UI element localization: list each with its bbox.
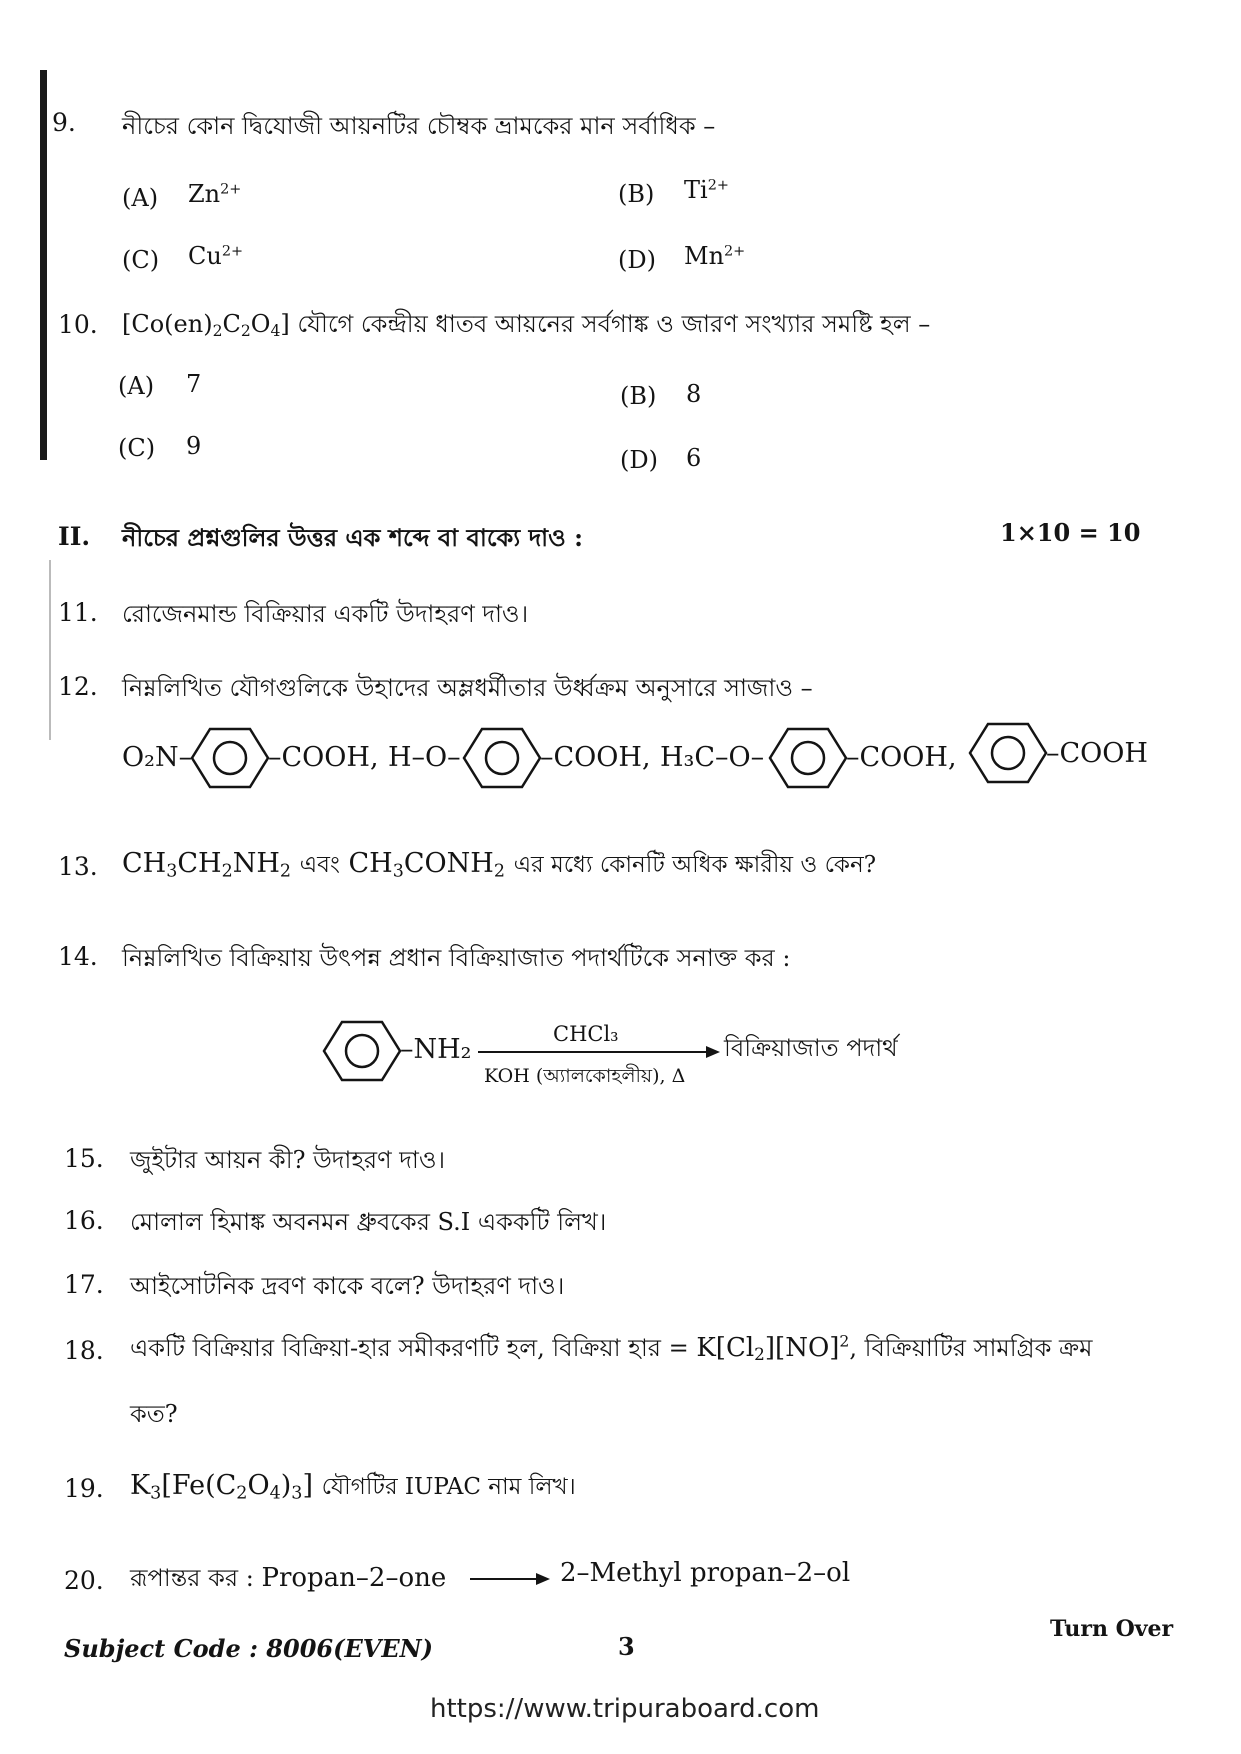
turn-over-label: Turn Over xyxy=(1050,1616,1174,1642)
compound-1-prefix: O₂N– xyxy=(122,742,193,773)
compound-4-suffix: –COOH xyxy=(1046,738,1148,769)
question-text: রোজেনমান্ড বিক্রিয়ার একটি উদাহরণ দাও। xyxy=(122,600,529,628)
question-number: 20. xyxy=(64,1566,104,1595)
question-text: জুইটার আয়ন কী? উদাহরণ দাও। xyxy=(130,1146,446,1174)
option-label: (C) xyxy=(122,246,160,274)
question-number: 17. xyxy=(64,1270,104,1299)
conversion-target: 2–Methyl propan–2–ol xyxy=(560,1558,851,1588)
question-number: 16. xyxy=(64,1206,104,1235)
option-label: (B) xyxy=(620,382,657,410)
question-number: 18. xyxy=(64,1336,104,1365)
question-number: 12. xyxy=(58,672,98,701)
option-value: 7 xyxy=(186,370,202,398)
question-number: 13. xyxy=(58,852,98,881)
benzene-ring-icon xyxy=(322,1018,402,1084)
compound-3-suffix: –COOH, xyxy=(846,742,957,773)
compound-2-prefix: H–O– xyxy=(388,742,461,773)
question-number: 11. xyxy=(58,598,98,627)
question-number: 15. xyxy=(64,1144,104,1173)
question-text: নীচের কোন দ্বিযোজী আয়নটির চৌম্বক ভ্রামকের মান সর্বাধিক – xyxy=(122,112,716,140)
question-text: $K_3[Fe(C_2O_4)_3]$ যৌগটির IUPAC নাম লিখ। xyxy=(130,1470,576,1504)
watermark-url: https://www.tripuraboard.com xyxy=(430,1694,820,1724)
question-text: আইসোটনিক দ্রবণ কাকে বলে? উদাহরণ দাও। xyxy=(130,1272,565,1300)
question-number: 14. xyxy=(58,942,98,971)
section-number: II. xyxy=(58,522,91,551)
compound-2-suffix: –COOH, xyxy=(540,742,651,773)
question-text: নিম্নলিখিত যৌগগুলিকে উহাদের অম্লধর্মীতার উর্ধ্বক্রম অনুসারে সাজাও – xyxy=(122,674,813,702)
option-label: (A) xyxy=(122,184,159,212)
subject-code: Subject Code : 8006(EVEN) xyxy=(64,1634,433,1663)
question-text: $CH_3CH_2NH_2$ এবং $CH_3CONH_2$ এর মধ্যে কোনটি অধিক ক্ষারীয় ও কেন? xyxy=(122,848,877,882)
option-label: (A) xyxy=(118,372,155,400)
benzene-ring-icon xyxy=(462,725,542,791)
reaction-arrow-icon xyxy=(478,1044,720,1060)
question-text: একটি বিক্রিয়ার বিক্রিয়া-হার সমীকরণটি হল, বিক্রিয়া হার = $K[Cl_2][NO]^2$, বিক্রিয়াটির সামগ্রিক ক্রম xyxy=(130,1332,1093,1365)
option-label: (B) xyxy=(618,180,655,208)
question-text: নিম্নলিখিত বিক্রিয়ায় উৎপন্ন প্রধান বিক্রিয়াজাত পদার্থটিকে সনাক্ত কর : xyxy=(122,944,791,972)
option-value: $Zn^{2+}$ xyxy=(188,180,242,208)
question-text: রূপান্তর কর : Propan–2–one xyxy=(130,1563,447,1593)
conversion-arrow-icon xyxy=(470,1572,550,1586)
page-number: 3 xyxy=(618,1632,635,1661)
benzene-ring-icon xyxy=(768,725,848,791)
option-label: (C) xyxy=(118,434,156,462)
question-text: মোলাল হিমাঙ্ক অবনমন ধ্রুবকের S.I এককটি লিখ। xyxy=(130,1208,607,1236)
benzene-ring-icon xyxy=(190,725,270,791)
reaction-product: বিক্রিয়াজাত পদার্থ xyxy=(724,1034,898,1062)
option-value: 9 xyxy=(186,432,202,460)
question-number: 10. xyxy=(58,310,98,339)
compound-3-prefix: H₃C–O– xyxy=(660,742,765,773)
scan-binding-edge-faint xyxy=(49,560,51,740)
section-instruction: নীচের প্রশ্নগুলির উত্তর এক শব্দে বা বাক্যে দাও : xyxy=(122,523,584,552)
option-value: $Mn^{2+}$ xyxy=(684,242,746,270)
option-value: 6 xyxy=(686,444,702,472)
reagent-top: CHCl₃ xyxy=(553,1022,619,1046)
scan-binding-edge xyxy=(40,70,47,460)
section-marks: 1×10 = 10 xyxy=(1000,518,1141,547)
question-text-continued: কত? xyxy=(130,1400,178,1428)
question-number: 9. xyxy=(52,108,76,137)
option-label: (D) xyxy=(618,246,656,274)
reactant-group: –NH₂ xyxy=(400,1034,472,1065)
option-value: $Ti^{2+}$ xyxy=(684,176,729,204)
reagent-bottom: KOH (অ্যালকোহলীয়), Δ xyxy=(484,1065,686,1087)
question-text: $[Co(en)_2C_2O_4]$ যৌগে কেন্দ্রীয় ধাতব আয়নের সর্বগাঙ্ক ও জারণ সংখ্যার সমষ্টি হল – xyxy=(122,310,931,340)
option-value: $Cu^{2+}$ xyxy=(188,242,244,270)
question-number: 19. xyxy=(64,1474,104,1503)
option-label: (D) xyxy=(620,446,658,474)
compound-1-suffix: –COOH, xyxy=(268,742,379,773)
option-value: 8 xyxy=(686,380,702,408)
benzene-ring-icon xyxy=(968,720,1048,786)
